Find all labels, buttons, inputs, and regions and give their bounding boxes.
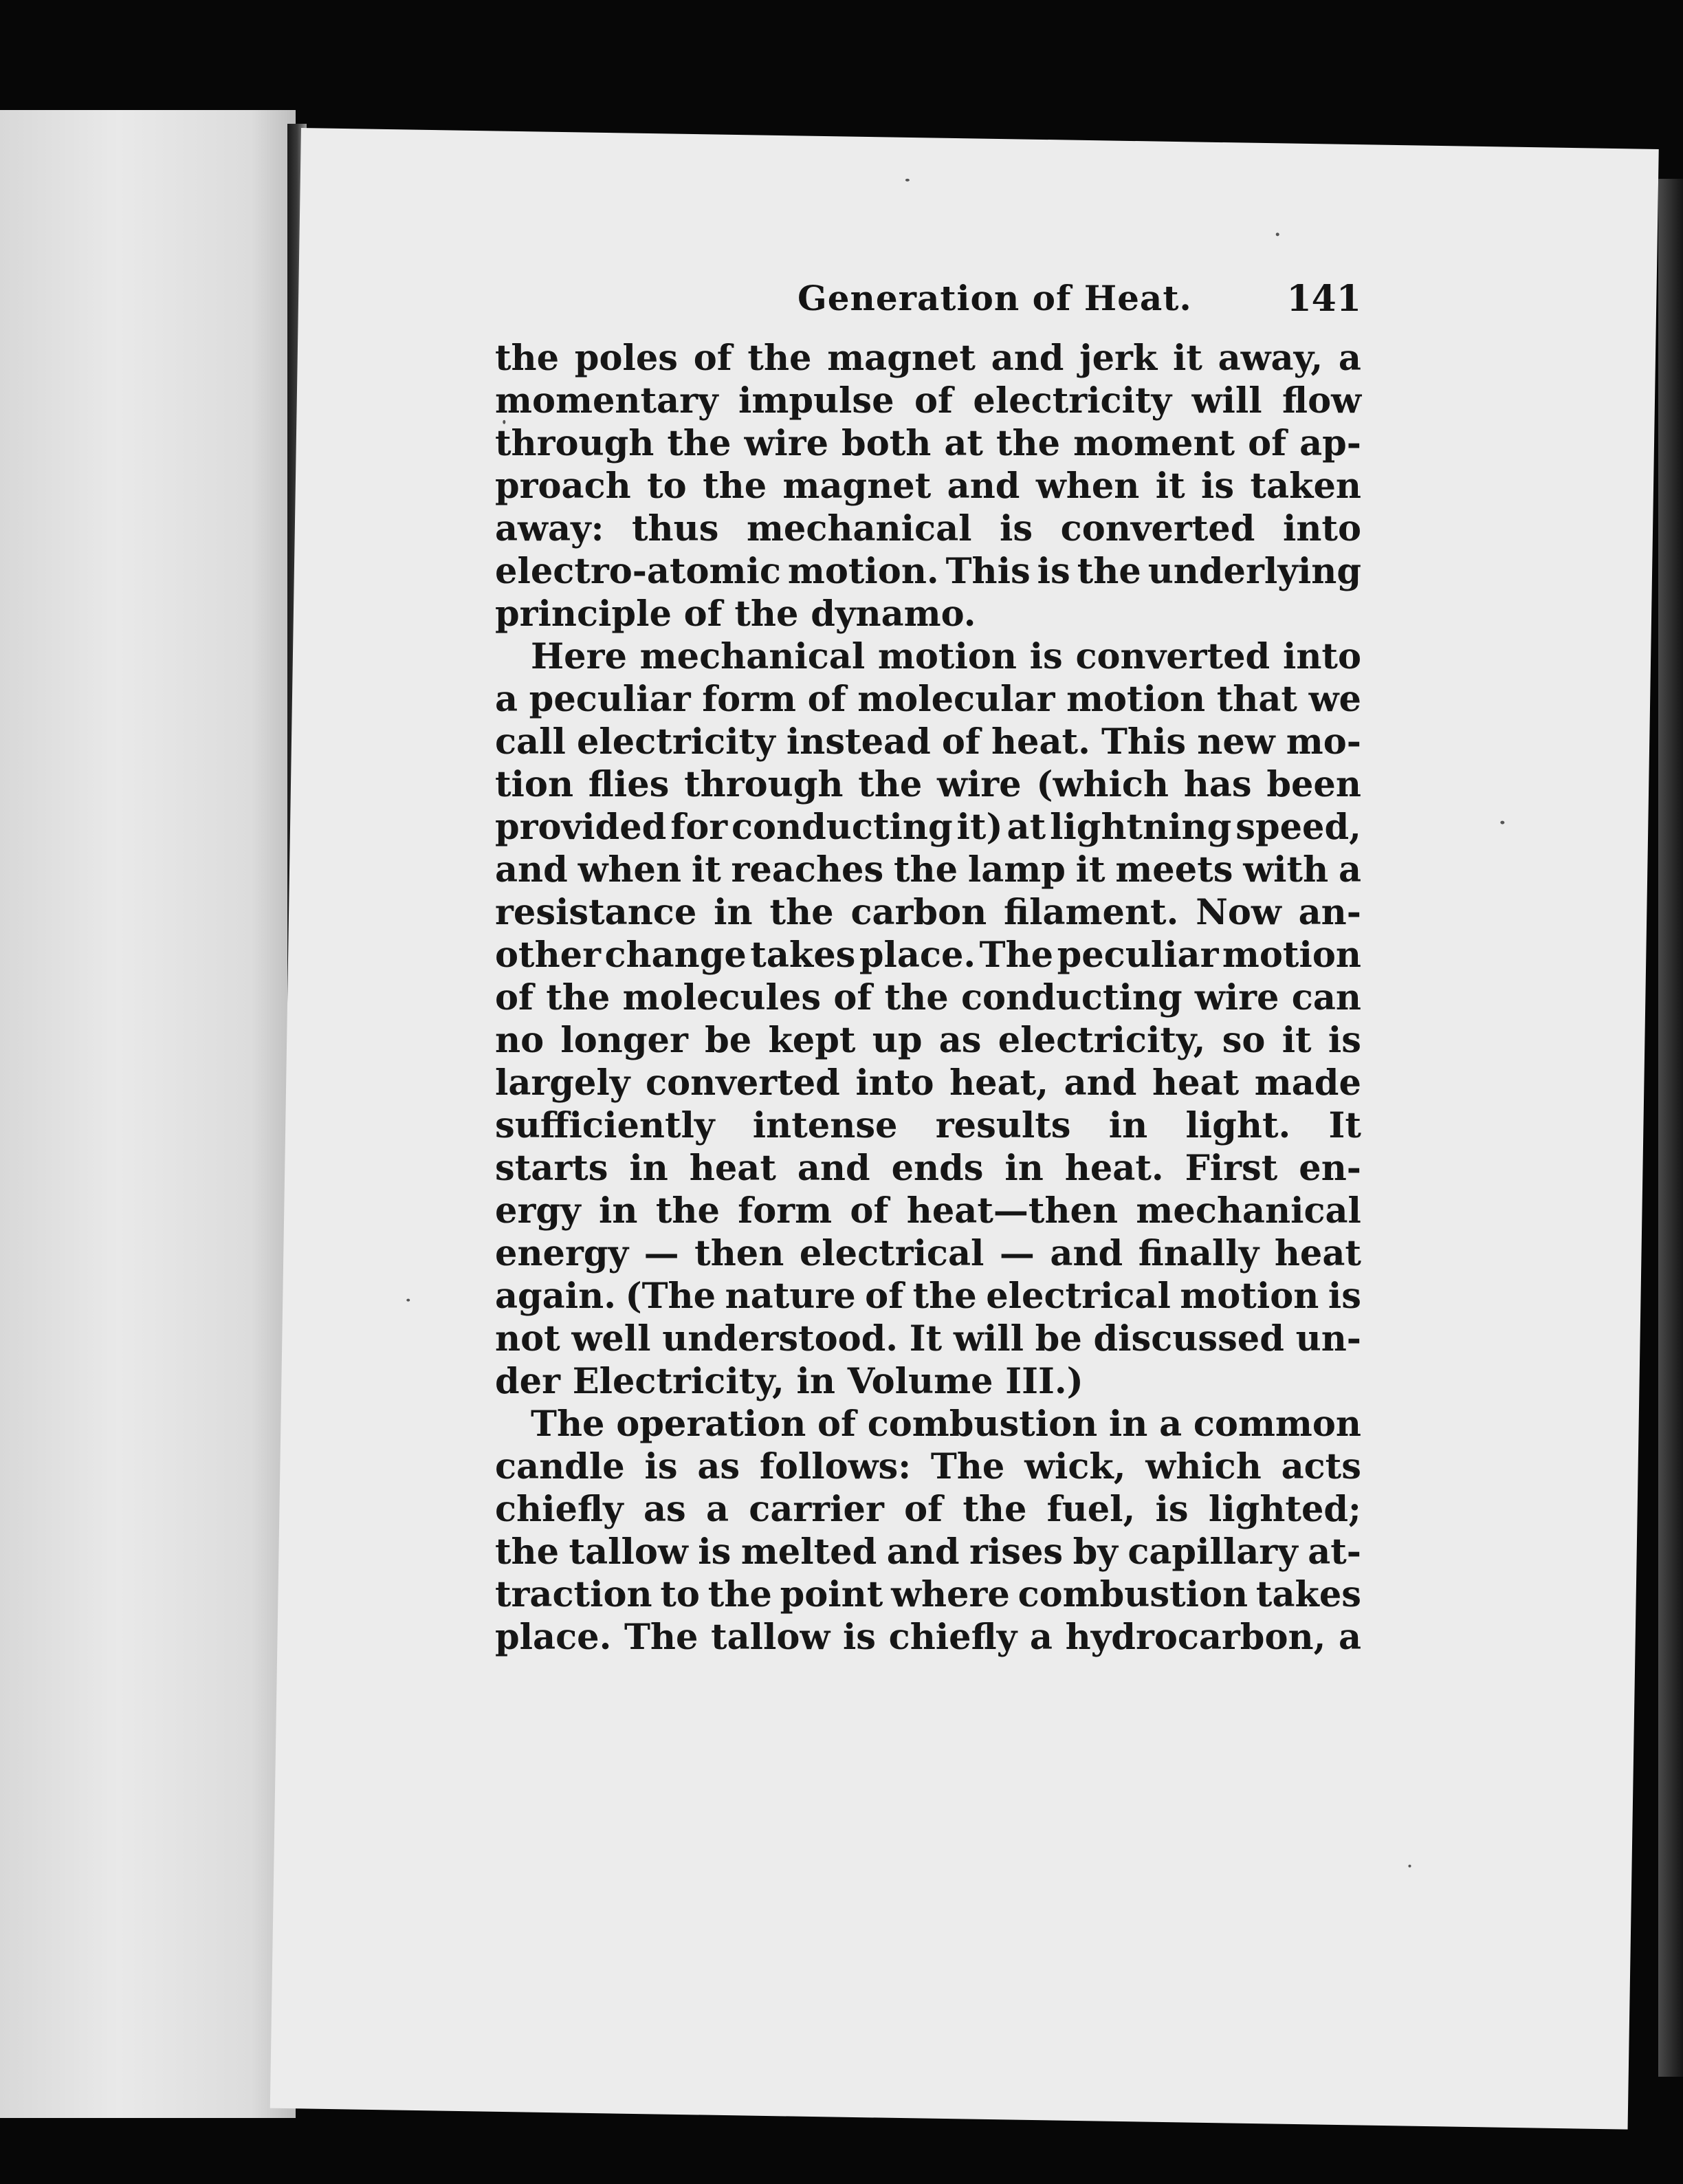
text-line: chiefly as a carrier of the fuel, is lighted; (495, 1489, 1361, 1530)
left-page-fragment (0, 110, 296, 2118)
text-line: energy — then electrical — and finally heat (495, 1233, 1361, 1274)
paper-speck (1276, 232, 1279, 236)
paragraph-first-line: The operation of combustion in a common (531, 1404, 1361, 1445)
text-line: the tallow is melted and rises by capillary at- (495, 1531, 1361, 1573)
text-line: call electricity instead of heat. This new mo- (495, 721, 1361, 763)
text-line: starts in heat and ends in heat. First en- (495, 1148, 1361, 1189)
page-number: 141 (1286, 278, 1361, 320)
text-line: of the molecules of the conducting wire can (495, 977, 1361, 1018)
text-line: no longer be kept up as electricity, so it is (495, 1020, 1361, 1061)
text-line: largely converted into heat, and heat made (495, 1062, 1361, 1104)
text-line: der Electricity, in Volume III.) (495, 1361, 1084, 1402)
text-line: the poles of the magnet and jerk it away, a (495, 338, 1361, 379)
text-line: other change takes place. The peculiar motion (495, 935, 1361, 976)
text-line: again. (The nature of the electrical motion is (495, 1276, 1361, 1317)
paper-speck (1408, 1865, 1411, 1868)
text-line: principle of the dynamo. (495, 593, 976, 635)
text-line: provided for conducting it) at lightning speed, (495, 807, 1361, 848)
text-line: and when it reaches the lamp it meets with a (495, 849, 1361, 891)
paragraph-first-line: Here mechanical motion is converted into (531, 636, 1361, 677)
text-line: traction to the point where combustion takes (495, 1574, 1361, 1615)
body-text (495, 337, 1361, 1659)
paper-speck (905, 179, 910, 182)
text-line: candle is as follows: The wick, which acts (495, 1446, 1361, 1487)
text-line: electro-atomic motion. This is the underlying (495, 551, 1361, 592)
text-line: place. The tallow is chiefly a hydrocarbon, a (495, 1617, 1361, 1658)
text-line: proach to the magnet and when it is taken (495, 466, 1361, 507)
text-line: resistance in the carbon filament. Now an- (495, 892, 1361, 933)
text-line: through the wire both at the moment of ap- (495, 423, 1361, 464)
paper-speck (406, 1299, 410, 1302)
page-edge (1658, 179, 1683, 2077)
text-line: not well understood. It will be discussed un- (495, 1318, 1361, 1359)
text-line: ergy in the form of heat—then mechanical (495, 1190, 1361, 1232)
running-head: Generation of Heat. (798, 278, 1192, 318)
page-header (495, 275, 1361, 337)
paper-speck (1500, 821, 1504, 825)
text-line: a peculiar form of molecular motion that we (495, 679, 1361, 720)
text-line: tion flies through the wire (which has been (495, 764, 1361, 805)
text-line: away: thus mechanical is converted into (495, 508, 1361, 549)
text-line: momentary impulse of electricity will flow (495, 380, 1361, 422)
text-line: sufficiently intense results in light. It (495, 1105, 1361, 1146)
